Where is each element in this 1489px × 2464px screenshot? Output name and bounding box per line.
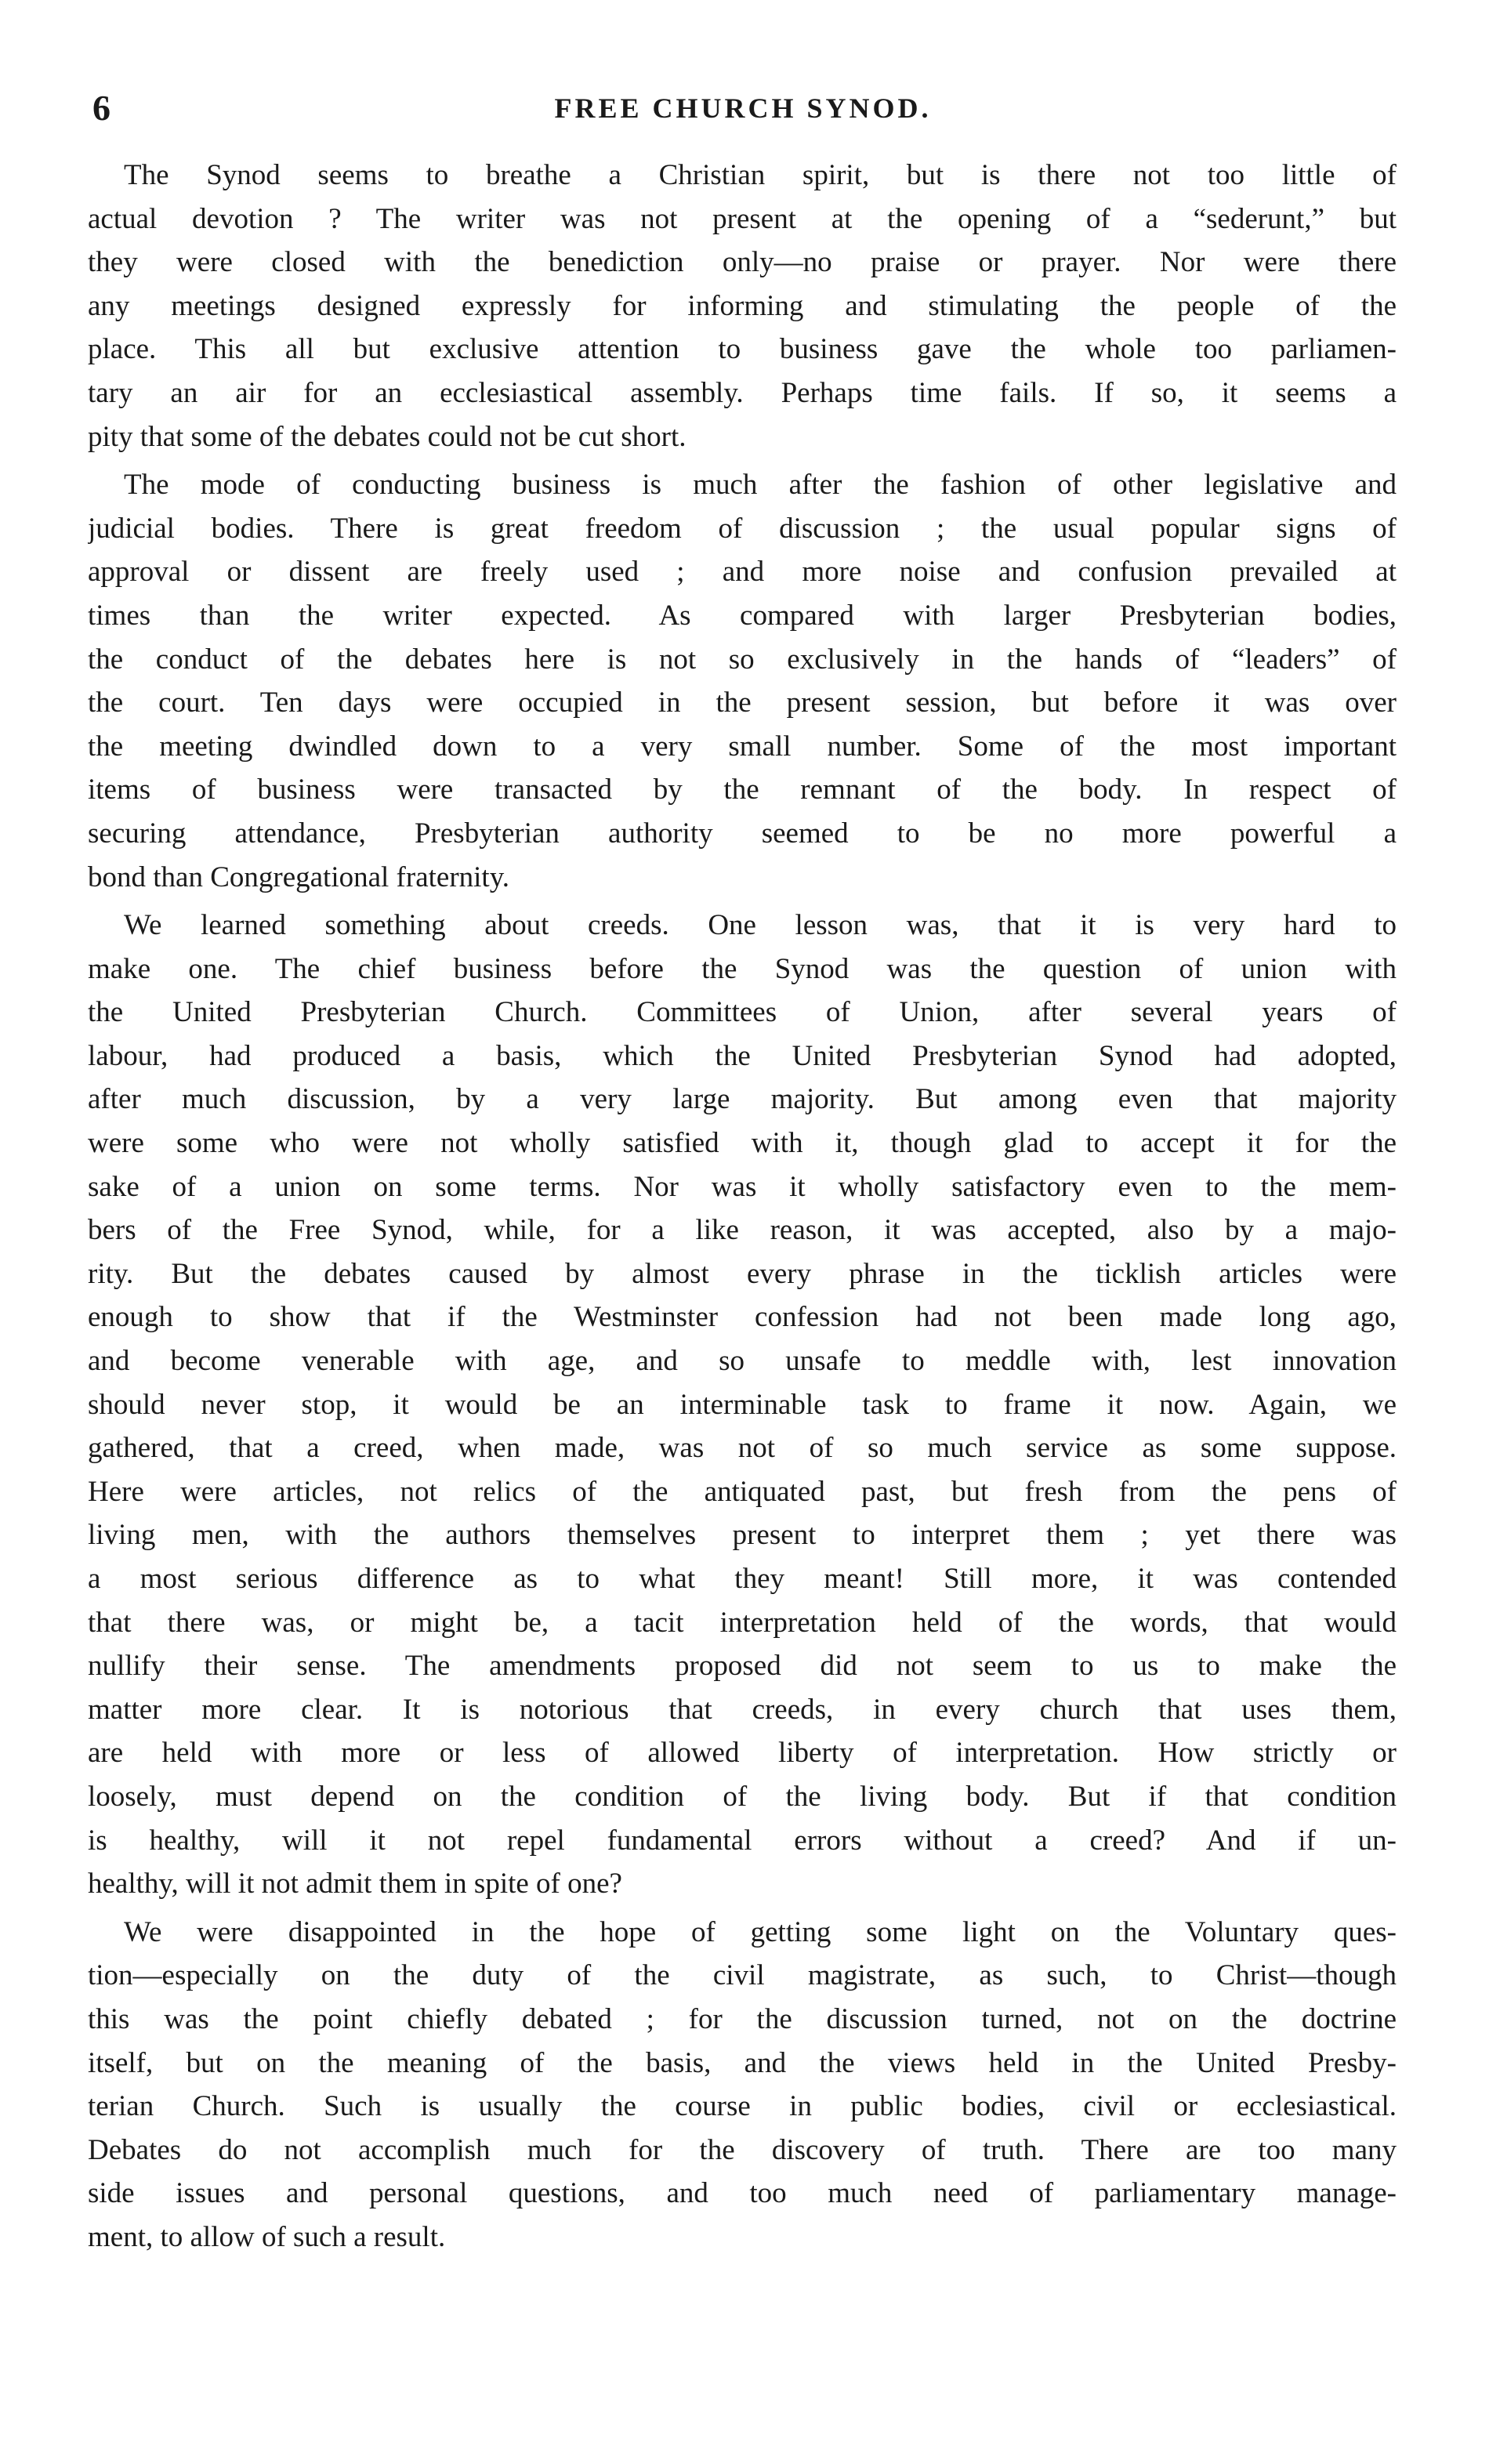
text-line: bers of the Free Synod, while, for a like reason, it was accepted, also by a majo- bbox=[88, 1214, 1397, 1247]
text-line: securing attendance, Presbyterian authority seemed to be no more powerful a bbox=[88, 817, 1397, 850]
text-line: and become venerable with age, and so unsafe to meddle with, lest innovation bbox=[88, 1345, 1397, 1378]
text-line: any meetings designed expressly for informing and stimulating the people of the bbox=[88, 289, 1397, 322]
text-line: loosely, must depend on the condition of the living body. But if that condition bbox=[88, 1780, 1397, 1813]
text-line: pity that some of the debates could not be cut short. bbox=[88, 420, 687, 453]
text-line: Debates do not accomplish much for the discovery of truth. There are too many bbox=[88, 2133, 1397, 2166]
text-line: gathered, that a creed, when made, was not of so much service as some suppose. bbox=[88, 1432, 1397, 1465]
text-line: tary an air for an ecclesiastical assembly. Perhaps time fails. If so, it seems a bbox=[88, 376, 1397, 409]
text-line: make one. The chief business before the Synod was the question of union with bbox=[88, 952, 1397, 985]
text-line: Here were articles, not relics of the antiquated past, but fresh from the pens of bbox=[88, 1475, 1397, 1508]
text-line: that there was, or might be, a tacit interpretation held of the words, that would bbox=[88, 1606, 1397, 1639]
text-line: the conduct of the debates here is not so exclusively in the hands of “leaders” of bbox=[88, 643, 1397, 676]
paragraph bbox=[88, 904, 1397, 1906]
running-head bbox=[92, 85, 1393, 132]
text-line: bond than Congregational fraternity. bbox=[88, 861, 510, 893]
text-line: judicial bodies. There is great freedom of discussion ; the usual popular signs of bbox=[88, 512, 1397, 545]
text-line: labour, had produced a basis, which the United Presbyterian Synod had adopted, bbox=[88, 1039, 1397, 1072]
text-line: items of business were transacted by the remnant of the body. In respect of bbox=[88, 774, 1397, 806]
text-line: approval or dissent are freely used ; and more noise and confusion prevailed at bbox=[88, 556, 1397, 589]
text-line: rity. But the debates caused by almost every phrase in the ticklish articles were bbox=[88, 1257, 1397, 1290]
text-line: are held with more or less of allowed liberty of interpretation. How strictly or bbox=[88, 1737, 1397, 1770]
text-line: is healthy, will it not repel fundamental errors without a creed? And if un- bbox=[88, 1824, 1397, 1857]
text-line: living men, with the authors themselves present to interpret them ; yet there was bbox=[88, 1519, 1397, 1552]
text-line: healthy, will it not admit them in spite of one? bbox=[88, 1868, 622, 1901]
text-line: times than the writer expected. As compared with larger Presbyterian bodies, bbox=[88, 599, 1397, 632]
paragraph bbox=[88, 463, 1397, 899]
text-line: after much discussion, by a very large majority. But among even that majority bbox=[88, 1083, 1397, 1116]
text-line: tion—especially on the duty of the civil magistrate, as such, to Christ—though bbox=[88, 1959, 1397, 1992]
text-line: The Synod seems to breathe a Christian spirit, but is there not too little of bbox=[124, 159, 1397, 191]
text-line: this was the point chiefly debated ; for the discussion turned, not on the doctrine bbox=[88, 2002, 1397, 2035]
text-line: the meeting dwindled down to a very small number. Some of the most important bbox=[88, 730, 1397, 763]
text-line: sake of a union on some terms. Nor was it wholly satisfactory even to the mem- bbox=[88, 1170, 1397, 1203]
text-line: the court. Ten days were occupied in the present session, but before it was over bbox=[88, 687, 1397, 719]
text-line: side issues and personal questions, and too much need of parliamentary manage- bbox=[88, 2177, 1397, 2210]
text-line: nullify their sense. The amendments proposed did not seem to us to make the bbox=[88, 1650, 1397, 1683]
running-title: FREE CHURCH SYNOD. bbox=[554, 92, 932, 124]
text-line: they were closed with the benediction only—no praise or prayer. Nor were there bbox=[88, 246, 1397, 279]
text-line: enough to show that if the Westminster confession had not been made long ago, bbox=[88, 1301, 1397, 1334]
text-line: were some who were not wholly satisfied with it, though glad to accept it for the bbox=[88, 1127, 1397, 1160]
paragraph bbox=[88, 1911, 1397, 2259]
page-number: 6 bbox=[92, 88, 110, 128]
body-text bbox=[88, 154, 1397, 2264]
text-line: ment, to allow of such a result. bbox=[88, 2220, 446, 2253]
text-line: a most serious difference as to what they meant! Still more, it was contended bbox=[88, 1563, 1397, 1595]
text-line: should never stop, it would be an interminable task to frame it now. Again, we bbox=[88, 1388, 1397, 1421]
text-line: We were disappointed in the hope of getting some light on the Voluntary ques- bbox=[124, 1915, 1397, 1948]
paragraph bbox=[88, 154, 1397, 458]
text-line: terian Church. Such is usually the course in public bodies, civil or ecclesiastical. bbox=[88, 2090, 1397, 2123]
text-line: matter more clear. It is notorious that creeds, in every church that uses them, bbox=[88, 1693, 1397, 1726]
text-line: place. This all but exclusive attention to business gave the whole too parliamen- bbox=[88, 333, 1397, 366]
text-line: the United Presbyterian Church. Committees of Union, after several years of bbox=[88, 996, 1397, 1029]
text-line: We learned something about creeds. One lesson was, that it is very hard to bbox=[124, 909, 1397, 942]
text-line: The mode of conducting business is much after the fashion of other legislative and bbox=[124, 469, 1397, 502]
text-line: itself, but on the meaning of the basis, and the views held in the United Presby- bbox=[88, 2046, 1397, 2079]
text-line: actual devotion ? The writer was not present at the opening of a “sederunt,” but bbox=[88, 202, 1397, 235]
